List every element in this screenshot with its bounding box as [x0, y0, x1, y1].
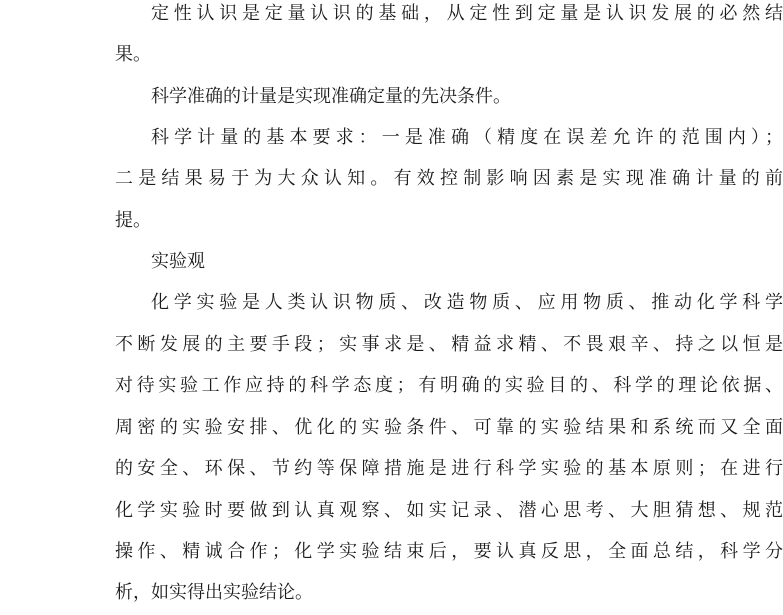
text-line-4	[0, 117, 783, 158]
text-line-1-content: 定性认识是定量认识的基础，从定性到定量是认识发展的必然结	[151, 3, 783, 24]
text-line-13-content: 化学实验时要做到认真观察、如实记录、潜心思考、大胆猜想、规范	[115, 500, 783, 521]
text-line-9-content: 不断发展的主要手段；实事求是、精益求精、不畏艰辛、持之以恒是	[115, 334, 783, 355]
text-line-3-content: 科学准确的计量是实现准确定量的先决条件。	[151, 86, 511, 107]
text-line-13	[0, 490, 783, 531]
text-line-14	[0, 531, 783, 572]
section-heading-content: 实验观	[151, 251, 205, 272]
text-line-8-content: 化学实验是人类认识物质、改造物质、应用物质、推动化学科学	[151, 292, 783, 313]
text-line-6	[0, 200, 783, 241]
text-line-8	[0, 282, 783, 323]
text-line-12	[0, 448, 783, 489]
text-line-9	[0, 324, 783, 365]
text-line-15-content: 析，如实得出实验结论。	[115, 582, 313, 603]
text-line-4-content: 科学计量的基本要求：一是准确（精度在误差允许的范围内）；	[151, 127, 783, 148]
section-heading	[0, 241, 783, 282]
text-line-3	[0, 76, 783, 117]
text-line-1	[0, 0, 783, 34]
text-line-6-content: 提。	[115, 210, 151, 231]
text-line-12-content: 的安全、环保、节约等保障措施是进行科学实验的基本原则；在进行	[115, 458, 783, 479]
text-line-5	[0, 158, 783, 199]
text-line-2	[0, 34, 783, 75]
text-line-5-content: 二是结果易于为大众认知。有效控制影响因素是实现准确计量的前	[115, 168, 783, 189]
text-line-10-content: 对待实验工作应持的科学态度；有明确的实验目的、科学的理论依据、	[115, 375, 783, 396]
text-line-15	[0, 572, 783, 613]
text-line-11	[0, 407, 783, 448]
text-line-10	[0, 365, 783, 406]
text-line-14-content: 操作、精诚合作；化学实验结束后，要认真反思，全面总结，科学分	[115, 541, 783, 562]
text-line-2-content: 果。	[115, 44, 151, 65]
text-line-11-content: 周密的实验安排、优化的实验条件、可靠的实验结果和系统而又全面	[115, 417, 783, 438]
